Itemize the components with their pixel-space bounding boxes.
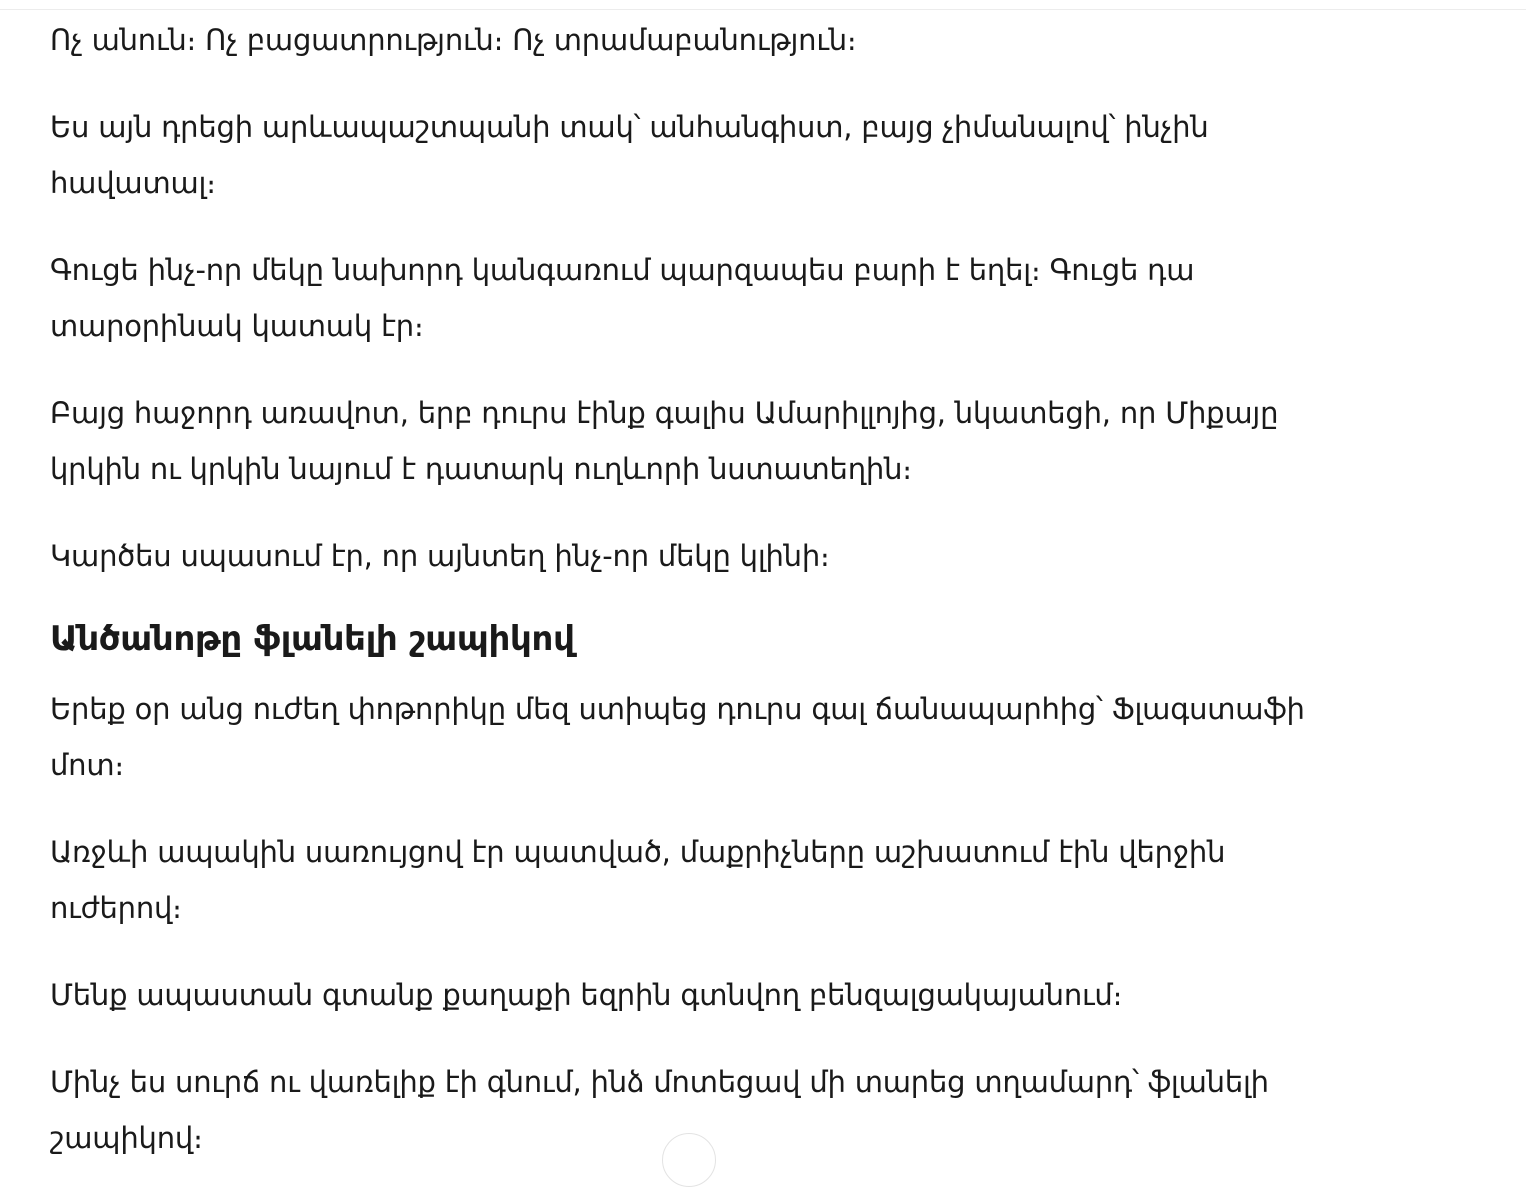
- article-paragraph: Մինչ ես սուրճ ու վառելիք էի գնում, ինձ մոտեցավ մի տարեց տղամարդ՝ ֆլանելի շապիկով։: [50, 1065, 1269, 1155]
- top-divider: [0, 9, 1526, 10]
- section-heading: Անծանոթը ֆլանելի շապիկով: [50, 619, 575, 659]
- article-paragraph: Բայց հաջորդ առավոտ, երբ դուրս էինք գալիս Ամարիլլոյից, նկատեցի, որ Միքայը կրկին ու կրկին նայում է դատարկ ուղևորի նստատեղին։: [50, 396, 1279, 486]
- article-paragraph: Ես այն դրեցի արևապաշտպանի տակ՝ անհանգիստ, բայց չիմանալով՝ ինչին հավատալ։: [50, 110, 1209, 200]
- article-paragraph: Գուցե ինչ-որ մեկը նախորդ կանգառում պարզապես բարի է եղել։ Գուցե դա տարօրինակ կատակ էր։: [50, 253, 1195, 343]
- article-paragraph: Առջևի ապակին սառույցով էր պատված, մաքրիչները աշխատում էին վերջին ուժերով։: [50, 835, 1226, 925]
- article-paragraph: Կարծես սպասում էր, որ այնտեղ ինչ-որ մեկը կլինի։: [50, 539, 830, 573]
- article-paragraph: Մենք ապաստան գտանք քաղաքի եզրին գտնվող բենզալցակայանում։: [50, 978, 1123, 1012]
- article-paragraph: Ոչ անուն։ Ոչ բացատրություն։ Ոչ տրամաբանություն։: [50, 23, 857, 57]
- scroll-down-button[interactable]: [662, 1133, 716, 1187]
- article-paragraph: Երեք օր անց ուժեղ փոթորիկը մեզ ստիպեց դուրս գալ ճանապարհից՝ Ֆլագստաֆի մոտ։: [50, 692, 1305, 782]
- article-body: [50, 12, 1320, 1197]
